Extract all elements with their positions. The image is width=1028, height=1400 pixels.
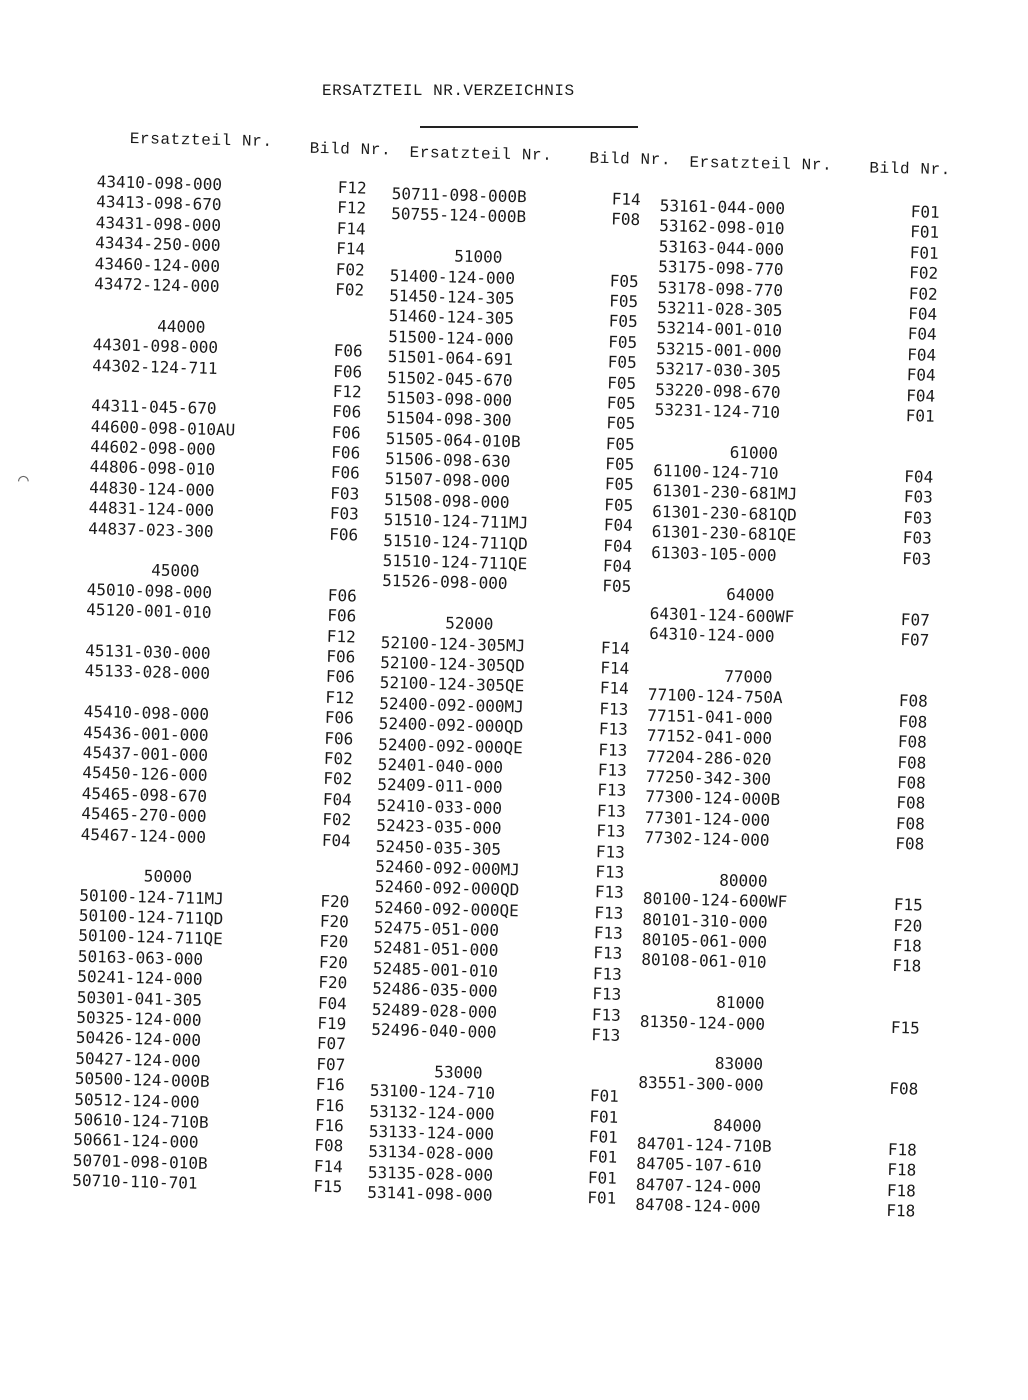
part-number: 61303-105-000	[651, 542, 777, 565]
image-number: F03	[330, 483, 360, 504]
image-number: F03	[902, 528, 932, 548]
image-number: F03	[329, 504, 359, 524]
image-number: F15	[893, 895, 923, 915]
part-number: 51508-098-000	[384, 489, 510, 512]
part-number: 52475-051-000	[373, 917, 500, 940]
page-title: ERSATZTEIL NR.VERZEICHNIS	[322, 82, 575, 100]
image-number: F14	[600, 637, 630, 658]
part-number: 53215-001-000	[656, 338, 782, 361]
image-number: F14	[611, 189, 641, 210]
part-number: 52400-092-000MJ	[379, 693, 525, 717]
image-number: F13	[596, 821, 626, 841]
image-number: F15	[890, 1017, 920, 1038]
part-number: 51505-064-010B	[385, 428, 521, 451]
part-number: 45437-001-000	[82, 742, 209, 765]
part-number: 53133-124-000	[368, 1121, 495, 1144]
image-number: F05	[605, 454, 635, 475]
image-number: F20	[319, 911, 349, 932]
part-number: 45131-030-000	[85, 640, 211, 663]
section-header: 80000	[719, 870, 768, 891]
image-number: F04	[908, 304, 938, 324]
part-number: 51450-124-305	[389, 285, 515, 308]
part-number: 84705-107-610	[636, 1154, 762, 1177]
image-number: F03	[903, 507, 933, 528]
part-number: 52400-092-000QE	[378, 734, 524, 757]
image-number: F04	[907, 324, 937, 345]
part-number: 52460-092-000QE	[374, 897, 520, 920]
image-number: F14	[336, 239, 366, 259]
image-number: F08	[898, 691, 928, 712]
image-number: F06	[332, 402, 362, 422]
image-number: F13	[594, 882, 624, 903]
image-number: F02	[322, 809, 352, 830]
image-number: F18	[892, 935, 922, 956]
header-part-number-1: Ersatzteil Nr.	[129, 130, 273, 151]
image-number: F06	[330, 463, 360, 483]
part-number: 53162-098-010	[659, 216, 785, 239]
image-number: F01	[589, 1106, 619, 1127]
part-number: 53217-030-305	[655, 359, 782, 382]
image-number: F06	[324, 707, 354, 728]
part-number: 53214-001-010	[656, 318, 783, 341]
part-number: 64301-124-600WF	[649, 603, 795, 627]
image-number: F01	[910, 222, 940, 243]
image-number: F01	[588, 1147, 618, 1168]
image-number: F06	[331, 442, 361, 463]
image-number: F05	[602, 576, 632, 597]
part-number: 45120-001-010	[86, 600, 212, 623]
part-number: 50701-098-010B	[72, 1150, 208, 1173]
part-number: 50100-124-711QE	[78, 926, 224, 949]
section-header: 52000	[445, 613, 494, 634]
image-number: F12	[337, 198, 367, 218]
part-number: 52496-040-000	[371, 1019, 497, 1042]
image-number: F01	[588, 1127, 619, 1147]
image-number: F04	[322, 789, 352, 810]
part-number: 51504-098-300	[386, 408, 512, 431]
part-number: 77300-124-000B	[645, 787, 781, 810]
image-number: F05	[608, 332, 638, 352]
image-number: F13	[593, 923, 623, 943]
part-number: 50163-063-000	[77, 946, 204, 969]
index-column-3	[635, 196, 960, 1223]
part-number: 51460-124-305	[388, 306, 515, 329]
part-number: 50100-124-711QD	[78, 905, 224, 929]
image-number: F03	[902, 548, 932, 569]
image-number: F06	[325, 667, 355, 687]
image-number: F08	[314, 1135, 344, 1156]
part-number: 51500-124-000	[388, 326, 514, 349]
part-number: 53100-124-710	[369, 1080, 496, 1103]
part-number: 77152-041-000	[646, 725, 773, 749]
image-number: F14	[599, 678, 629, 699]
index-column-1	[72, 172, 377, 1198]
image-number: F13	[594, 902, 624, 923]
image-number: F06	[329, 524, 359, 545]
part-number: 51510-124-711QD	[383, 530, 528, 554]
image-number: F12	[325, 687, 355, 708]
image-number: F20	[318, 972, 348, 993]
image-number: F08	[897, 732, 927, 752]
image-number: F18	[887, 1160, 917, 1180]
image-number: F08	[611, 209, 641, 230]
part-number: 44302-124-711	[92, 355, 218, 378]
part-number: 53134-028-000	[368, 1142, 494, 1165]
part-number: 45410-098-000	[83, 701, 210, 725]
image-number: F18	[892, 956, 922, 977]
part-number: 50500-124-000B	[74, 1068, 210, 1092]
image-number: F13	[593, 943, 623, 964]
image-number: F05	[607, 372, 637, 393]
part-number: 53161-044-000	[659, 196, 786, 219]
part-number: 77151-041-000	[647, 705, 773, 728]
part-number: 45010-098-000	[86, 579, 213, 602]
section-header: 50000	[143, 866, 193, 887]
image-number: F13	[596, 800, 626, 821]
part-number: 53231-124-710	[654, 399, 781, 422]
image-number: F08	[895, 813, 925, 834]
part-number: 52400-092-000QD	[378, 713, 524, 737]
image-number: F04	[602, 556, 632, 576]
image-number: F20	[893, 915, 923, 936]
part-number: 52489-028-000	[371, 999, 498, 1022]
part-number: 52409-011-000	[377, 775, 503, 798]
part-number: 52485-001-010	[372, 958, 499, 981]
image-number: F20	[319, 932, 349, 952]
part-number: 45436-001-000	[83, 722, 209, 745]
image-number: F20	[318, 952, 348, 973]
image-number: F01	[909, 242, 939, 263]
image-number: F06	[326, 646, 356, 667]
part-number: 43431-098-000	[95, 212, 222, 235]
part-number: 80105-061-000	[641, 929, 768, 952]
header-part-number-2: Ersatzteil Nr.	[409, 143, 553, 165]
image-number: F04	[904, 467, 934, 487]
image-number: F05	[607, 352, 637, 373]
image-number: F13	[595, 862, 625, 882]
image-number: F05	[606, 413, 636, 434]
part-number: 45465-098-670	[81, 783, 208, 806]
part-number: 52486-035-000	[372, 978, 498, 1002]
image-number: F08	[895, 834, 925, 854]
part-number: 44830-124-000	[89, 477, 215, 500]
header-part-number-3: Ersatzteil Nr.	[689, 153, 833, 175]
header-image-number-3: Bild Nr.	[869, 159, 952, 180]
part-number: 80101-310-000	[642, 909, 768, 932]
part-number: 44602-098-000	[90, 436, 216, 460]
image-number: F06	[331, 422, 361, 443]
image-number: F04	[907, 344, 937, 365]
part-number: 51526-098-000	[382, 571, 508, 594]
image-number: F20	[320, 891, 350, 912]
title-underline	[420, 126, 638, 128]
section-header: 81000	[716, 992, 765, 1014]
image-number: F13	[598, 719, 628, 740]
part-number: 53211-028-305	[657, 297, 783, 320]
image-number: F05	[604, 474, 634, 495]
image-number: F05	[609, 291, 639, 312]
part-number: 50426-124-000	[75, 1028, 202, 1051]
index-column-2	[367, 184, 657, 1210]
image-number: F05	[609, 270, 639, 291]
image-number: F05	[606, 393, 636, 413]
image-number: F04	[906, 365, 936, 385]
image-number: F07	[900, 609, 930, 630]
image-number: F18	[887, 1139, 917, 1160]
part-number: 51510-124-711MJ	[383, 510, 529, 533]
image-number: F02	[335, 259, 365, 280]
part-number: 51400-124-000	[389, 265, 516, 288]
part-number: 61100-124-710	[653, 460, 779, 484]
section-header: 83000	[714, 1054, 764, 1075]
part-number: 77250-342-300	[645, 766, 772, 789]
image-number: F13	[597, 780, 627, 801]
image-number: F04	[906, 385, 936, 406]
image-number: F19	[317, 1013, 347, 1034]
part-number: 50241-124-000	[77, 966, 203, 990]
part-number: 53163-044-000	[658, 236, 785, 259]
image-number: F14	[313, 1156, 344, 1177]
part-number: 84707-124-000	[635, 1174, 762, 1197]
image-number: F13	[599, 698, 629, 719]
image-number: F06	[327, 605, 357, 626]
image-number: F04	[603, 535, 633, 556]
image-number: F13	[592, 984, 622, 1005]
part-number: 61301-230-681QE	[651, 522, 797, 545]
part-number: 52410-033-000	[376, 795, 503, 818]
image-number: F01	[910, 202, 940, 222]
part-number: 52100-124-305MJ	[380, 632, 526, 655]
image-number: F13	[595, 841, 625, 862]
part-number: 44301-098-000	[92, 335, 219, 358]
image-number: F12	[337, 177, 367, 198]
part-number: 52100-124-305QE	[379, 673, 525, 696]
part-number: 51507-098-000	[384, 469, 511, 492]
part-number: 52450-035-305	[375, 836, 502, 859]
part-number: 44600-098-010AU	[90, 416, 236, 440]
part-number: 80100-124-600WF	[642, 889, 788, 912]
part-number: 51501-064-691	[387, 347, 514, 370]
part-number: 52481-051-000	[373, 938, 499, 961]
part-number: 50512-124-000	[74, 1089, 200, 1112]
image-number: F03	[903, 487, 933, 508]
part-number: 84708-124-000	[635, 1194, 761, 1217]
image-number: F02	[323, 769, 353, 789]
part-number: 50301-041-305	[76, 987, 203, 1010]
image-number: F01	[589, 1086, 620, 1106]
part-number: 43460-124-000	[94, 253, 221, 276]
part-number: 52460-092-000QD	[374, 877, 520, 900]
part-number: 51506-098-630	[385, 448, 511, 472]
part-number: 61301-230-681QD	[652, 501, 797, 525]
image-number: F02	[909, 263, 939, 283]
part-number: 52401-040-000	[377, 754, 504, 777]
image-number: F08	[889, 1078, 919, 1099]
part-number: 77301-124-000	[644, 807, 771, 830]
part-number: 53175-098-770	[658, 257, 784, 280]
part-number: 45467-124-000	[80, 824, 207, 847]
image-number: F07	[316, 1054, 346, 1075]
part-number: 53220-098-670	[655, 379, 781, 402]
part-number: 50710-110-701	[72, 1170, 198, 1193]
image-number: F13	[591, 1025, 621, 1045]
part-number: 81350-124-000	[639, 1011, 766, 1034]
image-number: F06	[333, 340, 363, 361]
part-number: 50711-098-000B	[391, 184, 527, 207]
part-number: 77100-124-750A	[647, 685, 783, 708]
section-header: 61000	[729, 442, 779, 463]
part-number: 45450-126-000	[82, 763, 208, 786]
part-number: 64310-124-000	[649, 624, 775, 647]
section-header: 84000	[713, 1115, 762, 1136]
part-number: 52423-035-000	[376, 815, 502, 838]
image-number: F06	[333, 361, 363, 382]
part-number: 51510-124-711QE	[382, 550, 528, 574]
image-number: F12	[332, 381, 362, 402]
part-number: 43434-250-000	[95, 233, 221, 256]
image-number: F14	[336, 218, 366, 239]
image-number: F07	[900, 630, 930, 650]
part-number: 77302-124-000	[644, 827, 770, 850]
part-number: 51502-045-670	[387, 367, 513, 390]
image-number: F08	[898, 711, 928, 732]
image-number: F13	[591, 1004, 621, 1025]
image-number: F01	[587, 1188, 617, 1208]
image-number: F18	[886, 1200, 916, 1221]
part-number: 53132-124-000	[369, 1101, 495, 1124]
part-number: 43472-124-000	[94, 273, 220, 296]
part-number: 50610-124-710B	[73, 1109, 209, 1132]
image-number: F04	[603, 515, 633, 536]
part-number: 53141-098-000	[367, 1182, 493, 1205]
image-number: F08	[897, 752, 927, 773]
part-number: 44837-023-300	[88, 518, 214, 541]
image-number: F05	[605, 433, 635, 454]
image-number: F04	[321, 830, 351, 850]
image-number: F04	[317, 993, 347, 1013]
punch-hole-mark: ◠	[18, 470, 29, 491]
part-number: 44311-045-670	[91, 396, 217, 419]
section-header: 45000	[151, 560, 200, 582]
image-number: F05	[604, 495, 634, 515]
image-number: F12	[326, 626, 356, 647]
image-number: F13	[598, 739, 628, 760]
part-number: 50100-124-711MJ	[79, 885, 225, 908]
image-number: F02	[323, 748, 353, 769]
part-number: 44831-124-000	[88, 498, 215, 521]
image-number: F08	[896, 793, 926, 813]
part-number: 53135-028-000	[367, 1162, 494, 1185]
part-number: 50427-124-000	[75, 1048, 201, 1071]
image-number: F13	[597, 760, 627, 780]
part-number: 43410-098-000	[96, 172, 223, 195]
image-number: F06	[324, 728, 354, 748]
part-number: 80108-061-010	[641, 950, 767, 973]
image-number: F16	[314, 1115, 345, 1136]
image-number: F05	[608, 311, 638, 332]
part-number: 50661-124-000	[73, 1130, 199, 1153]
part-number: 51503-098-000	[386, 387, 513, 410]
part-number: 43413-098-670	[96, 192, 222, 215]
section-header: 64000	[726, 585, 775, 606]
image-number: F16	[315, 1095, 345, 1115]
section-header: 77000	[724, 666, 773, 687]
section-header: 53000	[434, 1062, 483, 1083]
part-number: 50325-124-000	[76, 1007, 202, 1030]
header-image-number-1: Bild Nr.	[309, 139, 392, 160]
image-number: F06	[327, 585, 357, 606]
part-number: 52100-124-305QD	[380, 652, 525, 676]
section-header: 44000	[157, 316, 206, 337]
part-number: 50755-124-000B	[391, 204, 527, 227]
part-number: 61301-230-681MJ	[652, 481, 798, 504]
image-number: F18	[886, 1180, 917, 1201]
image-number: F01	[587, 1167, 618, 1188]
image-number: F08	[896, 772, 926, 793]
part-number: 83551-300-000	[638, 1072, 764, 1095]
image-number: F15	[313, 1176, 343, 1197]
part-number: 84701-124-710B	[636, 1133, 772, 1156]
part-number: 45133-028-000	[84, 661, 211, 684]
part-number: 45465-270-000	[81, 803, 207, 826]
part-number: 77204-286-020	[646, 746, 772, 769]
image-number: F16	[315, 1074, 345, 1095]
image-number: F13	[592, 963, 622, 984]
section-header: 51000	[454, 246, 503, 267]
part-number: 52460-092-000MJ	[375, 856, 521, 880]
image-number: F07	[316, 1034, 346, 1054]
image-number: F01	[905, 405, 935, 426]
image-number: F14	[600, 658, 630, 678]
part-number: 53178-098-770	[657, 277, 784, 300]
part-number: 44806-098-010	[89, 457, 216, 480]
image-number: F02	[908, 283, 938, 304]
image-number: F02	[335, 279, 365, 300]
header-image-number-2: Bild Nr.	[589, 149, 672, 170]
